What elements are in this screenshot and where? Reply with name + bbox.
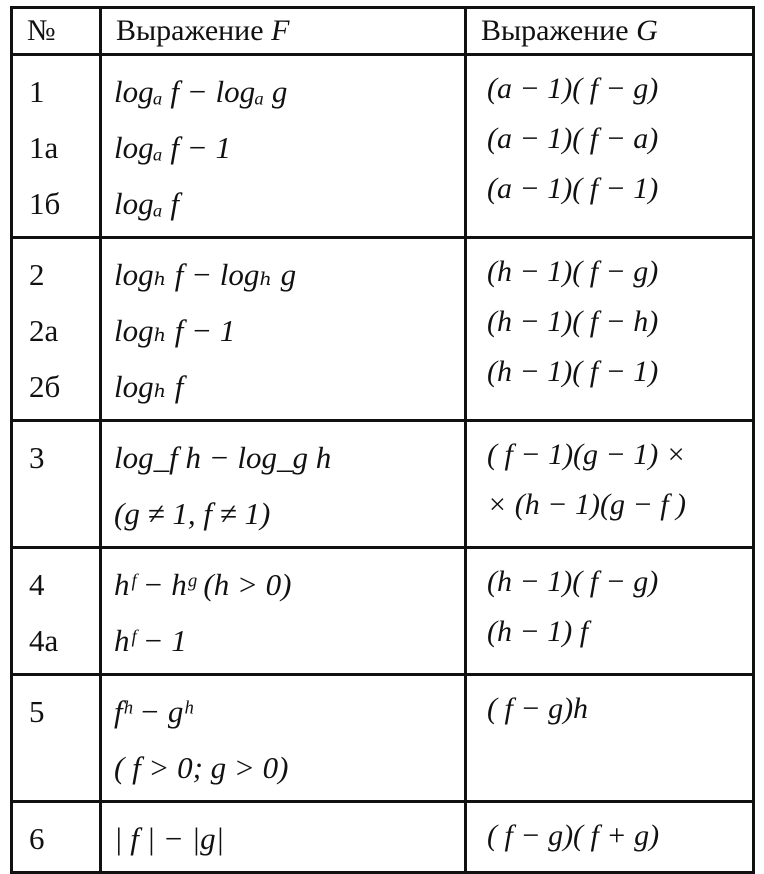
row-number: 6 bbox=[29, 821, 45, 856]
expression-f-condition: ( f > 0; g > 0) bbox=[114, 750, 289, 785]
expression-g-cell bbox=[466, 238, 754, 421]
row-number: 4а bbox=[29, 623, 59, 658]
table-row bbox=[12, 675, 754, 802]
expression-g-cell bbox=[466, 421, 754, 548]
row-number-cell bbox=[12, 675, 101, 802]
expression-g: (h − 1)( f − g) bbox=[487, 255, 659, 288]
expression-f: logₕ f − logₕ g bbox=[114, 257, 297, 292]
header-f-var: F bbox=[271, 14, 290, 47]
expression-f-cell bbox=[101, 55, 466, 238]
expression-f-cell bbox=[101, 802, 466, 873]
expression-f-cell bbox=[101, 238, 466, 421]
table-row bbox=[12, 421, 754, 548]
expression-f-cell bbox=[101, 421, 466, 548]
row-number: 1 bbox=[29, 74, 45, 109]
header-g-var: G bbox=[636, 14, 658, 47]
expression-f: logₐ f − logₐ g bbox=[114, 74, 288, 109]
header-row bbox=[12, 8, 754, 55]
row-number-cell bbox=[12, 238, 101, 421]
expression-f-cell bbox=[101, 548, 466, 675]
row-number: 4 bbox=[29, 567, 45, 602]
table-row bbox=[12, 548, 754, 675]
row-number-cell bbox=[12, 802, 101, 873]
header-number bbox=[12, 8, 101, 55]
row-number: 3 bbox=[29, 440, 45, 475]
expression-f: logₐ f − 1 bbox=[114, 130, 231, 165]
row-number: 2 bbox=[29, 257, 45, 292]
expression-g: ( f − 1)(g − 1) × bbox=[487, 438, 687, 471]
expression-g-cell bbox=[466, 548, 754, 675]
expression-f: hᶠ − hᵍ (h > 0) bbox=[114, 567, 292, 602]
expression-f: log_f h − log_g h bbox=[114, 440, 332, 475]
row-number-cell bbox=[12, 55, 101, 238]
row-number: 2а bbox=[29, 313, 59, 348]
header-expression-f bbox=[101, 8, 466, 55]
row-number: 5 bbox=[29, 694, 45, 729]
replacement-table bbox=[10, 6, 755, 874]
expression-g: ( f − g)( f + g) bbox=[487, 819, 660, 852]
expression-g-cell bbox=[466, 802, 754, 873]
header-number-label: № bbox=[27, 14, 56, 47]
header-g-prefix: Выражение bbox=[481, 14, 629, 47]
expression-g: ( f − g)h bbox=[487, 692, 589, 725]
expression-g: × (h − 1)(g − f ) bbox=[487, 488, 687, 521]
expression-g-cell bbox=[466, 675, 754, 802]
row-number: 2б bbox=[29, 369, 61, 404]
expression-f: logₐ f bbox=[114, 186, 180, 221]
expression-g: (h − 1)( f − 1) bbox=[487, 355, 659, 388]
expression-g: (h − 1)( f − h) bbox=[487, 305, 659, 338]
table-row bbox=[12, 802, 754, 873]
row-number-cell bbox=[12, 421, 101, 548]
table-row bbox=[12, 55, 754, 238]
expression-g: (h − 1)( f − g) bbox=[487, 565, 659, 598]
expression-f: logₕ f bbox=[114, 369, 184, 404]
expression-f-condition: (g ≠ 1, f ≠ 1) bbox=[114, 496, 271, 531]
expression-g: (a − 1)( f − g) bbox=[487, 72, 659, 105]
table-row bbox=[12, 238, 754, 421]
header-f-prefix: Выражение bbox=[116, 14, 264, 47]
row-number: 1б bbox=[29, 186, 61, 221]
header-expression-g bbox=[466, 8, 754, 55]
row-number: 1а bbox=[29, 130, 59, 165]
expression-g: (a − 1)( f − a) bbox=[487, 122, 659, 155]
expression-f: logₕ f − 1 bbox=[114, 313, 236, 348]
expression-f-cell bbox=[101, 675, 466, 802]
expression-g-cell bbox=[466, 55, 754, 238]
expression-f: | f | − |g| bbox=[114, 821, 225, 856]
expression-g: (a − 1)( f − 1) bbox=[487, 172, 659, 205]
expression-f: hᶠ − 1 bbox=[114, 623, 187, 658]
expression-g: (h − 1) f bbox=[487, 615, 589, 648]
expression-f: fʰ − gʰ bbox=[114, 694, 193, 729]
row-number-cell bbox=[12, 548, 101, 675]
